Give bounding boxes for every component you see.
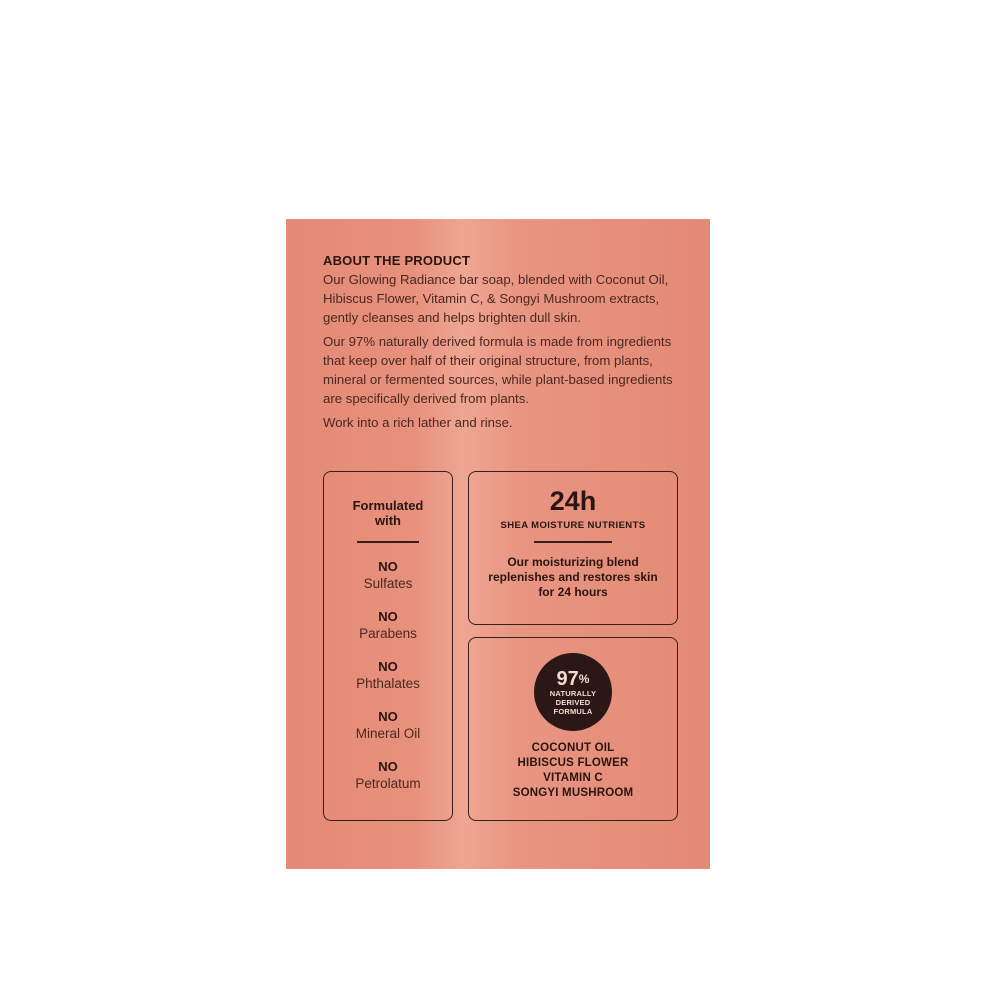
badge-unit: %	[578, 671, 590, 686]
ingredient-item: COCONUT OIL	[531, 742, 615, 754]
about-paragraph-1: Our Glowing Radiance bar soap, blended with Coconut Oil, Hibiscus Flower, Vitamin C, & Songyi Mushroom extracts, gently cleanses and helps brighten dull skin.	[323, 272, 669, 325]
no-label: NO	[378, 658, 398, 674]
divider	[357, 541, 419, 543]
free-from-item	[324, 609, 452, 643]
ingredient-item: HIBISCUS FLOWER	[517, 757, 629, 769]
product-info-panel	[286, 219, 710, 869]
naturally-derived-box	[468, 637, 678, 821]
ingredient-item: SONGYI MUSHROOM	[512, 787, 634, 799]
badge-value: 97	[556, 667, 579, 690]
free-from-name: Sulfates	[363, 575, 413, 591]
ingredient-item: VITAMIN C	[543, 772, 603, 784]
free-from-item	[324, 759, 452, 793]
free-from-name: Phthalates	[356, 675, 420, 691]
badge-line-1: NATURALLY	[549, 688, 597, 698]
moisture-description: Our moisturizing blend replenishes and restores skin for 24 hours	[488, 554, 658, 599]
moisture-title: SHEA MOISTURE NUTRIENTS	[500, 520, 646, 531]
divider	[534, 541, 612, 543]
about-section	[323, 253, 693, 437]
formulated-with-box	[323, 471, 453, 821]
free-from-item	[324, 559, 452, 593]
free-from-item	[324, 709, 452, 743]
ingredients-list	[469, 741, 677, 801]
free-from-name: Petrolatum	[355, 775, 421, 791]
free-from-item	[324, 659, 452, 693]
about-heading: ABOUT THE PRODUCT	[323, 253, 471, 268]
free-from-name: Parabens	[359, 625, 417, 641]
no-label: NO	[378, 558, 398, 574]
moisture-hours: 24h	[549, 486, 597, 516]
badge-line-3: FORMULA	[553, 706, 593, 716]
about-paragraph-3: Work into a rich lather and rinse.	[323, 415, 513, 430]
formulated-title: Formulated with	[352, 498, 424, 528]
free-from-name: Mineral Oil	[355, 725, 421, 741]
naturally-derived-badge	[534, 653, 612, 731]
badge-line-2: DERIVED	[555, 697, 591, 707]
moisture-box	[468, 471, 678, 625]
no-label: NO	[378, 608, 398, 624]
badge-percent	[557, 669, 590, 689]
no-label: NO	[378, 758, 398, 774]
about-paragraph-2: Our 97% naturally derived formula is made from ingredients that keep over half of their original structure, from plants, mineral or fermented sources, while plant-based ingredients are specifically derived from plants.	[323, 334, 673, 406]
no-label: NO	[378, 708, 398, 724]
